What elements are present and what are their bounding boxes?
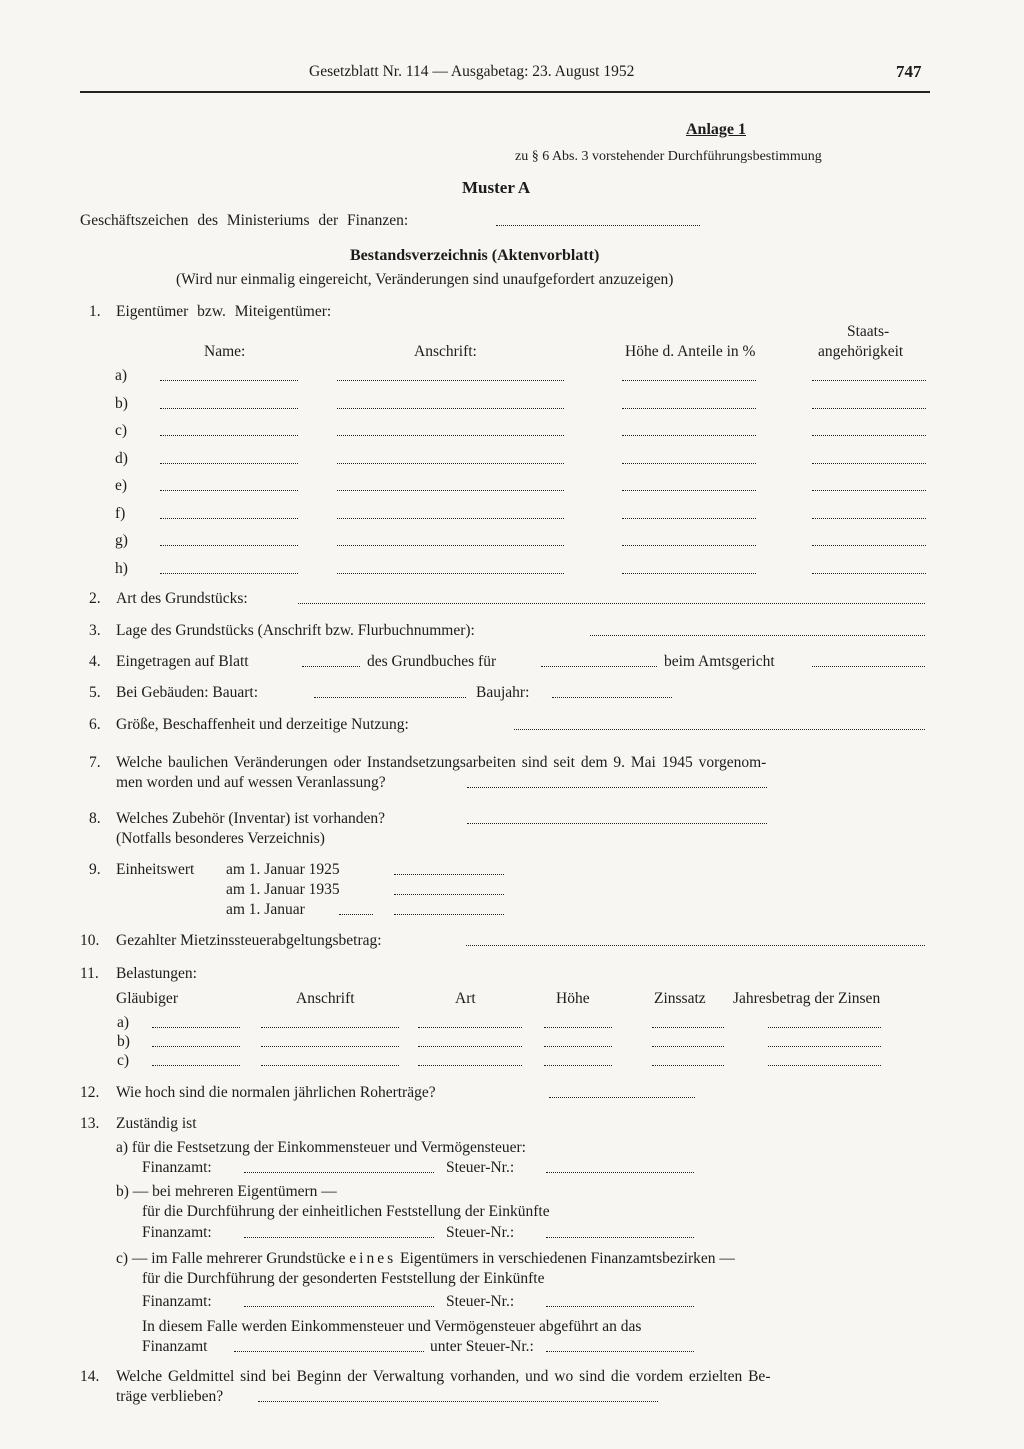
owner-anschrift-field[interactable] bbox=[337, 545, 564, 546]
col-staats-2: angehörigkeit bbox=[818, 343, 904, 360]
item14-line1: Welche Geldmittel sind bei Beginn der Verwaltung vorhanden, und wo sind die vordem erzielten Be- bbox=[116, 1368, 771, 1385]
item12-field[interactable] bbox=[549, 1097, 695, 1098]
belastung-anschrift-field[interactable] bbox=[261, 1065, 399, 1066]
owner-name-field[interactable] bbox=[160, 518, 298, 519]
col-anschrift-11: Anschrift bbox=[296, 990, 355, 1007]
steuer-nr-label: Steuer-Nr.: bbox=[446, 1159, 515, 1176]
owner-anteil-field[interactable] bbox=[622, 408, 756, 409]
steuer-nr-b-field[interactable] bbox=[546, 1237, 694, 1238]
item8-line2: (Notfalls besonderes Verzeichnis) bbox=[116, 830, 325, 847]
item13-c-line4-a: Finanzamt bbox=[142, 1338, 208, 1355]
belastung-hoehe-field[interactable] bbox=[544, 1065, 612, 1066]
bauart-field[interactable] bbox=[314, 697, 466, 698]
einheitswert-1925-field[interactable] bbox=[394, 874, 504, 875]
amtsgericht-field[interactable] bbox=[812, 666, 925, 667]
owner-anschrift-field[interactable] bbox=[337, 380, 564, 381]
steuer-nr-abfuehrung-field[interactable] bbox=[546, 1351, 694, 1352]
owner-row-label: e) bbox=[115, 477, 128, 494]
item8-field[interactable] bbox=[467, 823, 767, 824]
owner-name-field[interactable] bbox=[160, 545, 298, 546]
item13-label: Zuständig ist bbox=[116, 1115, 197, 1132]
owner-name-field[interactable] bbox=[160, 463, 298, 464]
owner-anteil-field[interactable] bbox=[622, 573, 756, 574]
item9-line3: am 1. Januar bbox=[226, 901, 305, 918]
item-number: 3. bbox=[89, 622, 101, 639]
finanzamt-label: Finanzamt: bbox=[142, 1224, 212, 1241]
finanzamt-abfuehrung-field[interactable] bbox=[234, 1351, 424, 1352]
owner-anschrift-field[interactable] bbox=[337, 490, 564, 491]
belastung-art-field[interactable] bbox=[418, 1046, 522, 1047]
item9-line2: am 1. Januar 1935 bbox=[226, 881, 340, 898]
item6-label: Größe, Beschaffenheit und derzeitige Nutzung: bbox=[116, 716, 409, 733]
item4-part2: des Grundbuches für bbox=[367, 653, 497, 670]
item5-part2: Baujahr: bbox=[476, 684, 530, 701]
owner-row-label: g) bbox=[115, 532, 128, 549]
item2-label: Art des Grundstücks: bbox=[116, 590, 248, 607]
finanzamt-label: Finanzamt: bbox=[142, 1159, 212, 1176]
steuer-nr-a-field[interactable] bbox=[546, 1172, 694, 1173]
steuer-nr-label: Steuer-Nr.: bbox=[446, 1293, 515, 1310]
item14-line2: träge verblieben? bbox=[116, 1388, 224, 1405]
anlage-subtitle: zu § 6 Abs. 3 vorstehender Durchführungsbestimmung bbox=[515, 149, 822, 164]
belastung-hoehe-field[interactable] bbox=[544, 1046, 612, 1047]
item3-label: Lage des Grundstücks (Anschrift bzw. Flurbuchnummer): bbox=[116, 622, 475, 639]
item-number: 8. bbox=[89, 810, 101, 827]
owner-staatsangehoerigkeit-field[interactable] bbox=[812, 435, 926, 436]
owner-staatsangehoerigkeit-field[interactable] bbox=[812, 463, 926, 464]
finanzamt-c-field[interactable] bbox=[244, 1306, 434, 1307]
geschaeftszeichen-label: Geschäftszeichen des Ministeriums der Finanzen: bbox=[80, 212, 409, 229]
item-number: 2. bbox=[89, 590, 101, 607]
item13-a-line1: a) für die Festsetzung der Einkommensteuer und Vermögensteuer: bbox=[116, 1139, 526, 1156]
owner-row-label: b) bbox=[115, 395, 128, 412]
item13-c-line2: für die Durchführung der gesonderten Feststellung der Einkünfte bbox=[142, 1270, 545, 1287]
item7-field[interactable] bbox=[467, 787, 767, 788]
item9-line1: am 1. Januar 1925 bbox=[226, 861, 340, 878]
zinssatz-field[interactable] bbox=[652, 1046, 724, 1047]
item4-part3: beim Amtsgericht bbox=[664, 653, 775, 670]
belastung-art-field[interactable] bbox=[418, 1065, 522, 1066]
zinssatz-field[interactable] bbox=[652, 1065, 724, 1066]
item12-label: Wie hoch sind die normalen jährlichen Roherträge? bbox=[116, 1084, 436, 1101]
item3-field[interactable] bbox=[590, 635, 925, 636]
item-number: 5. bbox=[89, 684, 101, 701]
owner-row-label: h) bbox=[115, 560, 128, 577]
bestand-subtitle: (Wird nur einmalig eingereicht, Veränderungen sind unaufgefordert anzuzeigen) bbox=[176, 271, 674, 288]
einheitswert-3-field[interactable] bbox=[394, 914, 504, 915]
item13-c-line3: In diesem Falle werden Einkommensteuer und Vermögensteuer abgeführt an das bbox=[142, 1318, 642, 1335]
item13-c-line1 bbox=[116, 1250, 735, 1268]
item-number: 1. bbox=[89, 303, 101, 320]
einheitswert-year-field[interactable] bbox=[339, 914, 373, 915]
jahresbetrag-field[interactable] bbox=[768, 1027, 881, 1028]
owner-staatsangehoerigkeit-field[interactable] bbox=[812, 573, 926, 574]
finanzamt-label: Finanzamt: bbox=[142, 1293, 212, 1310]
glaeubiger-field[interactable] bbox=[152, 1027, 240, 1028]
glaeubiger-field[interactable] bbox=[152, 1065, 240, 1066]
item9-label: Einheitswert bbox=[116, 861, 195, 878]
belastung-row-label: c) bbox=[117, 1052, 130, 1069]
item8-line1: Welches Zubehör (Inventar) ist vorhanden? bbox=[116, 810, 386, 827]
muster-title: Muster A bbox=[462, 178, 531, 197]
owner-staatsangehoerigkeit-field[interactable] bbox=[812, 380, 926, 381]
owner-anschrift-field[interactable] bbox=[337, 518, 564, 519]
item-number: 7. bbox=[89, 754, 101, 771]
item-number: 4. bbox=[89, 653, 101, 670]
item-number: 12. bbox=[80, 1084, 100, 1101]
item7-line1: Welche baulichen Veränderungen oder Instandsetzungsarbeiten sind seit dem 9. Mai 1945 vorgenom- bbox=[116, 754, 767, 771]
owner-anschrift-field[interactable] bbox=[337, 573, 564, 574]
owner-anteil-field[interactable] bbox=[622, 518, 756, 519]
blatt-field[interactable] bbox=[302, 666, 360, 667]
col-zinssatz: Zinssatz bbox=[654, 990, 706, 1007]
owner-anschrift-field[interactable] bbox=[337, 408, 564, 409]
owner-anteil-field[interactable] bbox=[622, 380, 756, 381]
item11-label: Belastungen: bbox=[116, 965, 197, 982]
item1-label: Eigentümer bzw. Miteigentümer: bbox=[116, 303, 332, 320]
geschaeftszeichen-field[interactable] bbox=[496, 225, 700, 226]
owner-name-field[interactable] bbox=[160, 408, 298, 409]
einheitswert-1935-field[interactable] bbox=[394, 894, 504, 895]
owner-staatsangehoerigkeit-field[interactable] bbox=[812, 490, 926, 491]
finanzamt-b-field[interactable] bbox=[244, 1237, 434, 1238]
owner-name-field[interactable] bbox=[160, 573, 298, 574]
item-number: 9. bbox=[89, 861, 101, 878]
owner-name-field[interactable] bbox=[160, 435, 298, 436]
col-art: Art bbox=[455, 990, 476, 1007]
item13-c-spaced: eines bbox=[349, 1250, 397, 1267]
item13-b-line1: b) — bei mehreren Eigentümern — bbox=[116, 1183, 337, 1200]
finanzamt-a-field[interactable] bbox=[244, 1172, 434, 1173]
item13-c-line4-b: unter Steuer-Nr.: bbox=[430, 1338, 534, 1355]
item13-c-pre: c) — im Falle mehrerer Grundstücke bbox=[116, 1250, 350, 1267]
owner-anteil-field[interactable] bbox=[622, 435, 756, 436]
belastung-hoehe-field[interactable] bbox=[544, 1027, 612, 1028]
belastung-row-label: b) bbox=[117, 1033, 130, 1050]
owner-staatsangehoerigkeit-field[interactable] bbox=[812, 545, 926, 546]
bestand-title: Bestandsverzeichnis (Aktenvorblatt) bbox=[350, 247, 600, 264]
belastung-anschrift-field[interactable] bbox=[261, 1027, 399, 1028]
item13-b-line2: für die Durchführung der einheitlichen Feststellung der Einkünfte bbox=[142, 1203, 550, 1220]
item-number: 10. bbox=[80, 932, 100, 949]
owner-anteil-field[interactable] bbox=[622, 545, 756, 546]
col-glaeubiger: Gläubiger bbox=[116, 990, 178, 1007]
owner-row-label: f) bbox=[115, 505, 126, 522]
item-number: 6. bbox=[89, 716, 101, 733]
owner-staatsangehoerigkeit-field[interactable] bbox=[812, 408, 926, 409]
col-staats-1: Staats- bbox=[847, 323, 890, 340]
header-rule bbox=[80, 91, 930, 93]
item-number: 13. bbox=[80, 1115, 100, 1132]
owner-anteil-field[interactable] bbox=[622, 490, 756, 491]
owner-anschrift-field[interactable] bbox=[337, 435, 564, 436]
item10-label: Gezahlter Mietzinssteuerabgeltungsbetrag: bbox=[116, 932, 382, 949]
page-number: 747 bbox=[896, 62, 922, 81]
owner-row-label: c) bbox=[115, 422, 128, 439]
item14-field[interactable] bbox=[258, 1401, 658, 1402]
item-number: 11. bbox=[80, 965, 99, 982]
owner-name-field[interactable] bbox=[160, 380, 298, 381]
belastung-row-label: a) bbox=[117, 1014, 130, 1031]
baujahr-field[interactable] bbox=[552, 697, 672, 698]
zinssatz-field[interactable] bbox=[652, 1027, 724, 1028]
anlage-title: Anlage 1 bbox=[686, 121, 746, 138]
belastung-anschrift-field[interactable] bbox=[261, 1046, 399, 1047]
col-hoehe-anteile: Höhe d. Anteile in % bbox=[625, 343, 756, 360]
glaeubiger-field[interactable] bbox=[152, 1046, 240, 1047]
owner-anteil-field[interactable] bbox=[622, 463, 756, 464]
col-jahresbetrag: Jahresbetrag der Zinsen bbox=[733, 990, 881, 1007]
grundbuch-field[interactable] bbox=[541, 666, 657, 667]
gazette-header-title: Gesetzblatt Nr. 114 — Ausgabetag: 23. August 1952 bbox=[309, 63, 635, 80]
col-name: Name: bbox=[204, 343, 246, 360]
jahresbetrag-field[interactable] bbox=[768, 1065, 881, 1066]
item13-c-post: Eigentümers in verschiedenen Finanzamtsbezirken — bbox=[396, 1250, 735, 1267]
belastung-art-field[interactable] bbox=[418, 1027, 522, 1028]
item6-field[interactable] bbox=[514, 729, 925, 730]
owner-row-label: a) bbox=[115, 367, 128, 384]
item4-part1: Eingetragen auf Blatt bbox=[116, 653, 249, 670]
steuer-nr-c-field[interactable] bbox=[546, 1306, 694, 1307]
item5-part1: Bei Gebäuden: Bauart: bbox=[116, 684, 259, 701]
owner-name-field[interactable] bbox=[160, 490, 298, 491]
item2-field[interactable] bbox=[298, 603, 925, 604]
owner-row-label: d) bbox=[115, 450, 128, 467]
item-number: 14. bbox=[80, 1368, 100, 1385]
item7-line2: men worden und auf wessen Veranlassung? bbox=[116, 774, 386, 791]
item10-field[interactable] bbox=[466, 945, 925, 946]
col-anschrift: Anschrift: bbox=[414, 343, 477, 360]
owner-anschrift-field[interactable] bbox=[337, 463, 564, 464]
jahresbetrag-field[interactable] bbox=[768, 1046, 881, 1047]
col-hoehe: Höhe bbox=[556, 990, 590, 1007]
owner-staatsangehoerigkeit-field[interactable] bbox=[812, 518, 926, 519]
steuer-nr-label: Steuer-Nr.: bbox=[446, 1224, 515, 1241]
